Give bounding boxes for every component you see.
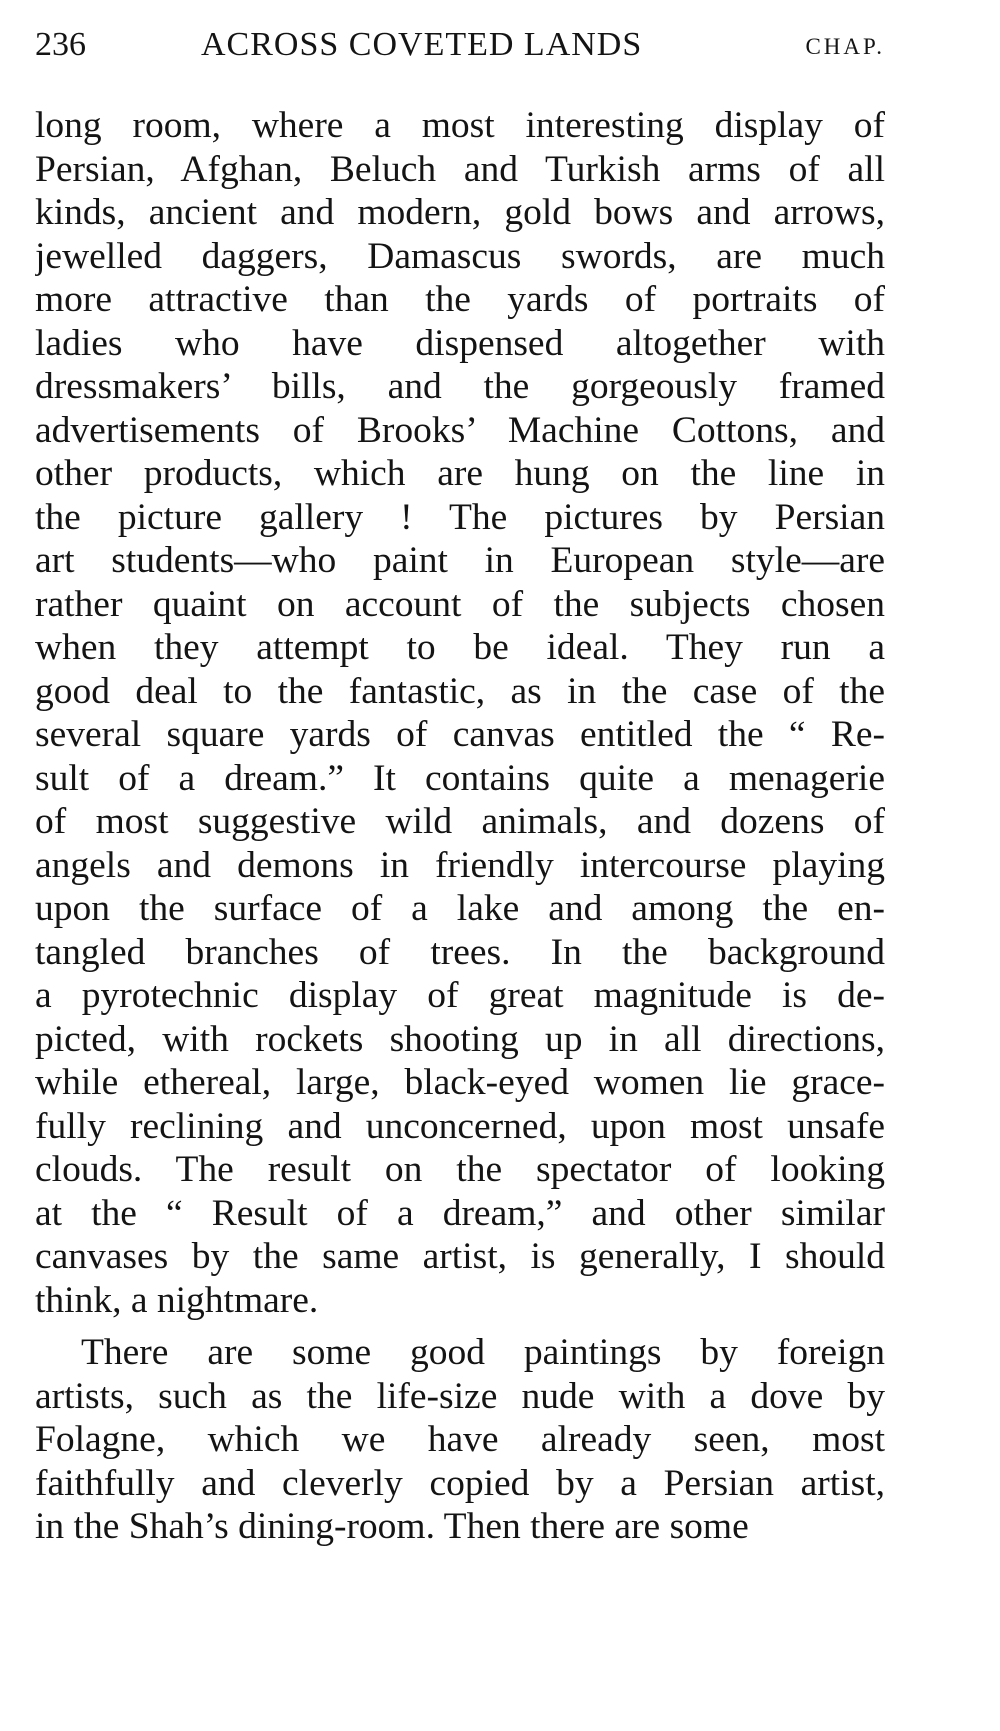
text-line: Persian, Afghan, Beluch and Turkish arms of all	[35, 148, 885, 190]
paragraph-2	[35, 1331, 885, 1549]
text-line: faithfully and cleverly copied by a Persian artist,	[35, 1462, 885, 1504]
text-line: ladies who have dispensed altogether with	[35, 322, 885, 364]
text-line: of most suggestive wild animals, and dozens of	[35, 801, 885, 842]
paragraph-gap	[35, 1322, 885, 1331]
text-line: other products, which are hung on the line in	[35, 453, 885, 494]
text-line: in the Shah’s dining-room. Then there are some	[35, 1506, 749, 1547]
text-line: angels and demons in friendly intercourse playing	[35, 844, 885, 886]
chapter-label: CHAP.	[805, 34, 885, 59]
text-line: the picture gallery ! The pictures by Persian	[35, 496, 885, 538]
text-line: while ethereal, large, black-eyed women lie grace-	[35, 1062, 885, 1103]
text-line: several square yards of canvas entitled the “ Re-	[35, 714, 885, 755]
running-head	[35, 22, 885, 68]
text-line: advertisements of Brooks’ Machine Cottons, and	[35, 409, 885, 451]
text-line: art students—who paint in European style—are	[35, 540, 885, 581]
text-line: There are some good paintings by foreign	[81, 1332, 885, 1373]
book-title: ACROSS COVETED LANDS	[201, 26, 643, 63]
text-line: kinds, ancient and modern, gold bows and arrows,	[35, 192, 885, 233]
text-line: dressmakers’ bills, and the gorgeously framed	[35, 366, 885, 407]
text-line: picted, with rockets shooting up in all directions,	[35, 1018, 885, 1060]
text-line: when they attempt to be ideal. They run a	[35, 627, 885, 668]
text-line: at the “ Result of a dream,” and other similar	[35, 1192, 885, 1234]
text-line: canvases by the same artist, is generally, I should	[35, 1236, 885, 1277]
text-line: artists, such as the life-size nude with a dove by	[35, 1375, 885, 1417]
text-line: good deal to the fantastic, as in the case of the	[35, 670, 885, 712]
text-line: think, a nightmare.	[35, 1279, 319, 1321]
paragraph-1	[35, 104, 885, 1322]
text-line: long room, where a most interesting display of	[35, 105, 885, 146]
page-number: 236	[35, 26, 86, 63]
text-line: more attractive than the yards of portraits of	[35, 279, 885, 320]
text-line: upon the surface of a lake and among the en-	[35, 888, 885, 929]
text-line: tangled branches of trees. In the background	[35, 931, 885, 973]
text-line: fully reclining and unconcerned, upon most unsafe	[35, 1105, 885, 1147]
text-line: jewelled daggers, Damascus swords, are much	[35, 235, 885, 277]
body-text	[35, 104, 885, 1549]
text-line: clouds. The result on the spectator of looking	[35, 1149, 885, 1190]
text-line: sult of a dream.” It contains quite a menagerie	[35, 757, 885, 799]
text-line: a pyrotechnic display of great magnitude is de-	[35, 975, 885, 1016]
text-line: Folagne, which we have already seen, most	[35, 1419, 885, 1460]
text-line: rather quaint on account of the subjects chosen	[35, 583, 885, 625]
